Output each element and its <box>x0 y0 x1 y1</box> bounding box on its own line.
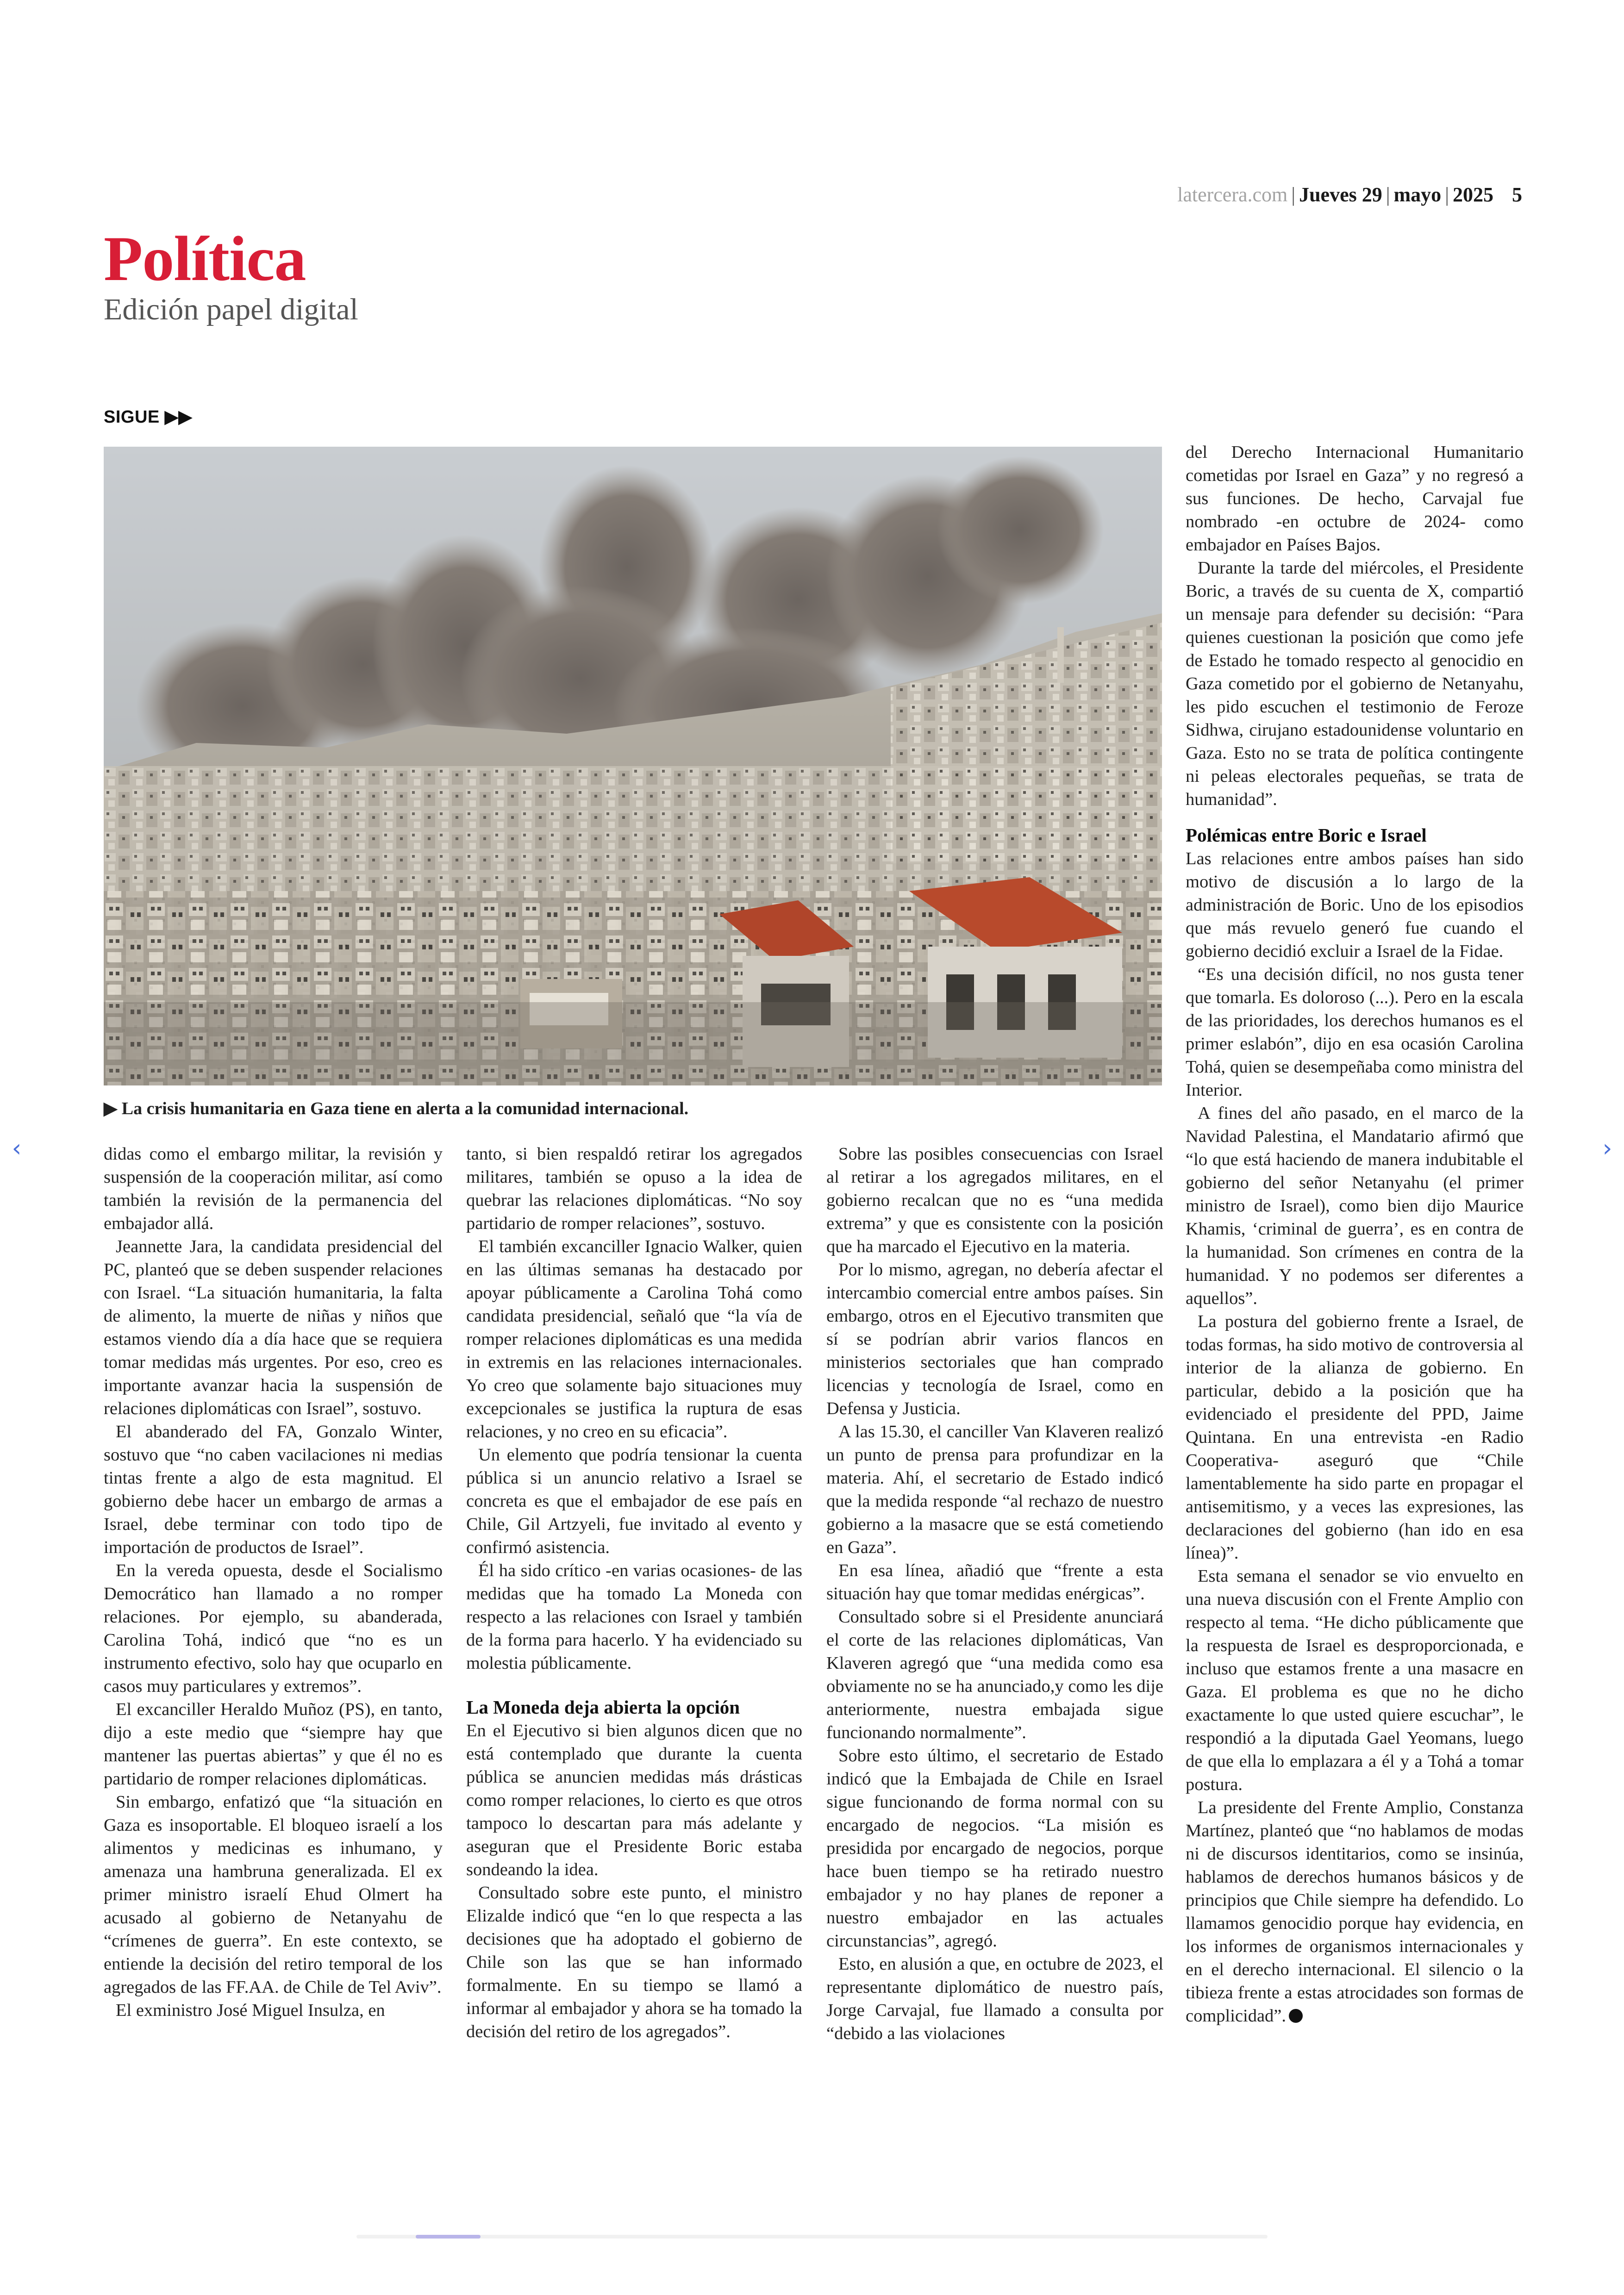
paragraph: Sin embargo, enfatizó que “la situación en Gaza es insoportable. El bloqueo israelí a los alimentos y medicinas es inhumano, y amenaza una hambruna generalizada. El ex primer ministro israelí Ehud Olmert ha acusado al gobierno de Netanyahu de “crímenes de guerra”. En este contexto, se entiende la decisión del retiro temporal de los agregados de las FF.AA. de Chile de Tel Aviv”. <box>104 1792 443 1997</box>
section-subtitle: Edición papel digital <box>104 293 358 326</box>
paragraph: El exministro José Miguel Insulza, en <box>116 2001 385 2020</box>
paragraph: Esta semana el senador se vio envuelto en una nueva discusión con el Frente Amplio con respecto al tema. “He dicho públicamente que la respuesta de Israel es desproporcionada, e incluso que estamos frente a una masacre en Gaza. El problema es que no he dicho exactamente lo que usted quiere escuchar”, le respondió a la diputada Gael Yeomans, luego de que ella lo emplazara a él y a Tohá a tomar postura. <box>1186 1566 1524 1794</box>
paragraph: En la vereda opuesta, desde el Socialismo Democrático han llamado a no romper relaciones. Por ejemplo, su abanderada, Carolina Tohá, indicó que “no es un instrumento efectivo, solo hay que ocuparlo en casos muy particulares y extremos”. <box>104 1561 443 1696</box>
header-day: Jueves 29 <box>1299 183 1382 206</box>
paragraph: Las relaciones entre ambos países han sido motivo de discusión a lo largo de la administración de Boric. Uno de los episodios que más revuelo generó fue cuando el gobierno decidió excluir a Israel de la Fidae. <box>1186 849 1524 961</box>
previous-page-button[interactable] <box>6 1136 27 1160</box>
reading-progress-thumb[interactable] <box>416 2235 481 2239</box>
paragraph-last <box>1186 1796 1524 2027</box>
photo-caption: ▶ La crisis humanitaria en Gaza tiene en alerta a la comunidad internacional. <box>104 1099 689 1118</box>
paragraph: La postura del gobierno frente a Israel, de todas formas, ha sido motivo de controversia al interior de la alianza de gobierno. En particular, debido a la posición que ha evidenciado el presidente del PPD, Jaime Quintana. En una entrevista -en Radio Cooperativa- aseguró que “Chile lamentablemente ha sido parte en propagar el antisemitismo, y a veces las expresiones, las declaraciones del gobierno (han ido en esa línea)”. <box>1186 1312 1524 1563</box>
paragraph: El abanderado del FA, Gonzalo Winter, sostuvo que “no caben vacilaciones ni medias tintas frente a algo de esta magnitud. El gobierno debe hacer un embargo de armas a Israel, debe terminar con todo tipo de importación de productos de Israel”. <box>104 1422 443 1557</box>
continues-label: SIGUE ▶▶ <box>104 407 193 427</box>
header-divider: | <box>1291 183 1296 206</box>
paragraph: Sobre las posibles consecuencias con Israel al retirar a los agregados militares, en el gobierno recalcan que no es “una medida extrema” y que es consistente con la posición que ha marcado el Ejecutivo en la materia. <box>826 1144 1163 1256</box>
paragraph: Consultado sobre si el Presidente anunciará el corte de las relaciones diplomáticas, Van Klaveren agregó que “una medida como esa obviamente no se ha anunciado,y como les dije anteriormente, nuestra embajada sigue funcionando normalmente”. <box>826 1607 1163 1742</box>
paragraph: tanto, si bien respaldó retirar los agregados militares, también se opuso a la idea de quebrar las relaciones diplomáticas. “No soy partidario de romper relaciones”, sostuvo. <box>466 1144 802 1233</box>
page-number: 5 <box>1512 183 1522 206</box>
header-divider: | <box>1445 183 1449 206</box>
article-column-2 <box>466 1142 802 2043</box>
paragraph: El también excanciller Ignacio Walker, quien en las últimas semanas ha destacado por apoyar públicamente a Carolina Tohá como candidata presidencial, señaló que “la vía de romper relaciones diplomáticas es una medida in extremis en las relaciones internacionales. Yo creo que solamente bajo situaciones muy excepcionales se justifica la ruptura de esas relaciones, y no creo en su eficacia”. <box>466 1237 802 1441</box>
paragraph: “Es una decisión difícil, no nos gusta tener que tomarla. Es doloroso (...). Pero en la escala de las prioridades, los derechos humanos es el primer eslabón”, dijo en esa ocasión Carolina Tohá, quien se desempeñaba como ministra del Interior. <box>1186 965 1524 1100</box>
paragraph: Consultado sobre este punto, el ministro Elizalde indicó que “en lo que respecta a las decisiones que ha adoptado el gobierno de Chile son las que se han informado formalmente. En su tiempo se llamó a informar al embajador y ahora se ha tomado la decisión del retiro de los agregados”. <box>466 1883 802 2041</box>
article-column-3 <box>826 1142 1163 2045</box>
end-of-article-icon <box>1289 2009 1303 2023</box>
subheading: La Moneda deja abierta la opción <box>466 1696 740 1718</box>
header-year: 2025 <box>1453 183 1493 206</box>
paragraph: Sobre esto último, el secretario de Estado indicó que la Embajada de Chile en Israel sigue funcionando de forma normal con su encargado de negocios. “La misión es presidida por encargado de negocios, porque hace buen tiempo se ha retirado nuestro embajador y no hay planes de reponer a nuestro embajador en las actuales circunstancias”, agregó. <box>826 1746 1163 1951</box>
paragraph: A las 15.30, el canciller Van Klaveren realizó un punto de prensa para profundizar en la materia. Ahí, el secretario de Estado indicó que la medida responde “al rechazo de nuestro gobierno a la masacre que se está cometiendo en Gaza”. <box>826 1422 1163 1557</box>
chevron-right-icon: › <box>1602 1135 1612 1162</box>
paragraph: del Derecho Internacional Humanitario cometidas por Israel en Gaza” y no regresó a sus funciones. De hecho, Carvajal fue nombrado -en octubre de 2024- como embajador en Países Bajos. <box>1186 443 1524 555</box>
paragraph: En esa línea, añadió que “frente a esta situación hay que tomar medidas enérgicas”. <box>826 1561 1163 1603</box>
paragraph: Un elemento que podría tensionar la cuenta pública si un anuncio relativo a Israel se concreta es que el embajador de ese país en Chile, Gil Artzyeli, fue invitado al evento y confirmó asistencia. <box>466 1445 802 1557</box>
section-title: Política <box>104 223 306 294</box>
paragraph: Jeannette Jara, la candidata presidencial del PC, planteó que se deben suspender relaciones con Israel. “La situación humanitaria, la falta de alimento, la muerte de niñas y niños que estamos viendo día a día hace que se requiera tomar medidas más urgentes. Por eso, creo es importante avanzar hacia la suspensión de relaciones diplomáticas con Israel”, sostuvo. <box>104 1237 443 1418</box>
header-divider: | <box>1386 183 1390 206</box>
paragraph: A fines del año pasado, en el marco de la Navidad Palestina, el Mandatario afirmó que “lo que está haciendo de manera indubitable el gobierno del señor Netanyahu (el primer ministro de Israel), como bien dijo Maurice Khamis, ‘criminal de guerra’, es en contra de la humanidad. Son crímenes en contra de la humanidad. Y no podemos ser diferentes a aquellos”. <box>1186 1104 1524 1308</box>
next-page-button[interactable] <box>1597 1136 1618 1160</box>
article-column-4 <box>1186 441 1524 2027</box>
site-name: latercera.com <box>1177 183 1288 206</box>
paragraph: Por lo mismo, agregan, no debería afectar el intercambio comercial entre ambos países. Sin embargo, otros en el Ejecutivo transmiten que sí se podrían abrir varios flancos en ministerios sectoriales que han comprado licencias y tecnología de Israel, como en Defensa y Justicia. <box>826 1260 1163 1418</box>
paragraph-text: La presidente del Frente Amplio, Constanza Martínez, planteó que “no hablamos de modas ni de discursos identitarios, como se insinúa, hablamos de derechos humanos básicos y de principios que Chile siempre ha defendido. Lo llamamos genocidio porque hay evidencia, en los informes de organismos internacionales y en el derecho internacional. El silencio o la tibieza frente a estas atrocidades son formas de complicidad”. <box>1186 1798 1524 2026</box>
article-column-1 <box>104 1142 443 2022</box>
page-header <box>1177 183 1522 206</box>
paragraph: El excanciller Heraldo Muñoz (PS), en tanto, dijo a este medio que “siempre hay que mantener las puertas abiertas” y que él no es partidario de romper relaciones diplomáticas. <box>104 1700 443 1789</box>
gaza-city-smoke-image <box>104 447 1162 1085</box>
paragraph: Esto, en alusión a que, en octubre de 2023, el representante diplomático de nuestro país, Jorge Carvajal, fue llamado a consulta por “debido a las violaciones <box>826 1954 1163 2043</box>
chevron-left-icon: ‹ <box>12 1135 22 1162</box>
subheading: Polémicas entre Boric e Israel <box>1186 824 1427 846</box>
paragraph: En el Ejecutivo si bien algunos dicen que no está contemplado que durante la cuenta pública se anuncien medidas más drásticas como romper relaciones, lo cierto es que otros tampoco lo descartan para más adelante y aseguran que el Presidente Boric estaba sondeando la idea. <box>466 1721 802 1879</box>
header-month: mayo <box>1393 183 1442 206</box>
article-photo <box>104 447 1162 1085</box>
paragraph: Durante la tarde del miércoles, el Presidente Boric, a través de su cuenta de X, compartió un mensaje para defender su decisión: “Para quienes cuestionan la posición que como jefe de Estado he tomado respecto al genocidio en Gaza cometido por el gobierno de Netanyahu, les pido escuchen el testimonio de Feroze Sidhwa, cirujano estadounidense voluntario en Gaza. Esto no se trata de política contingente ni peleas electorales pequeñas, se trata de humanidad”. <box>1186 558 1524 809</box>
paragraph: didas como el embargo militar, la revisión y suspensión de la cooperación militar, así como también la revisión de la permanencia del embajador allá. <box>104 1144 443 1233</box>
paragraph: Él ha sido crítico -en varias ocasiones- de las medidas que ha tomado La Moneda con respecto a las relaciones con Israel y también de la forma para hacerlo. Y ha evidenciado su molestia públicamente. <box>466 1561 802 1673</box>
reading-progress-track[interactable] <box>356 2235 1268 2239</box>
